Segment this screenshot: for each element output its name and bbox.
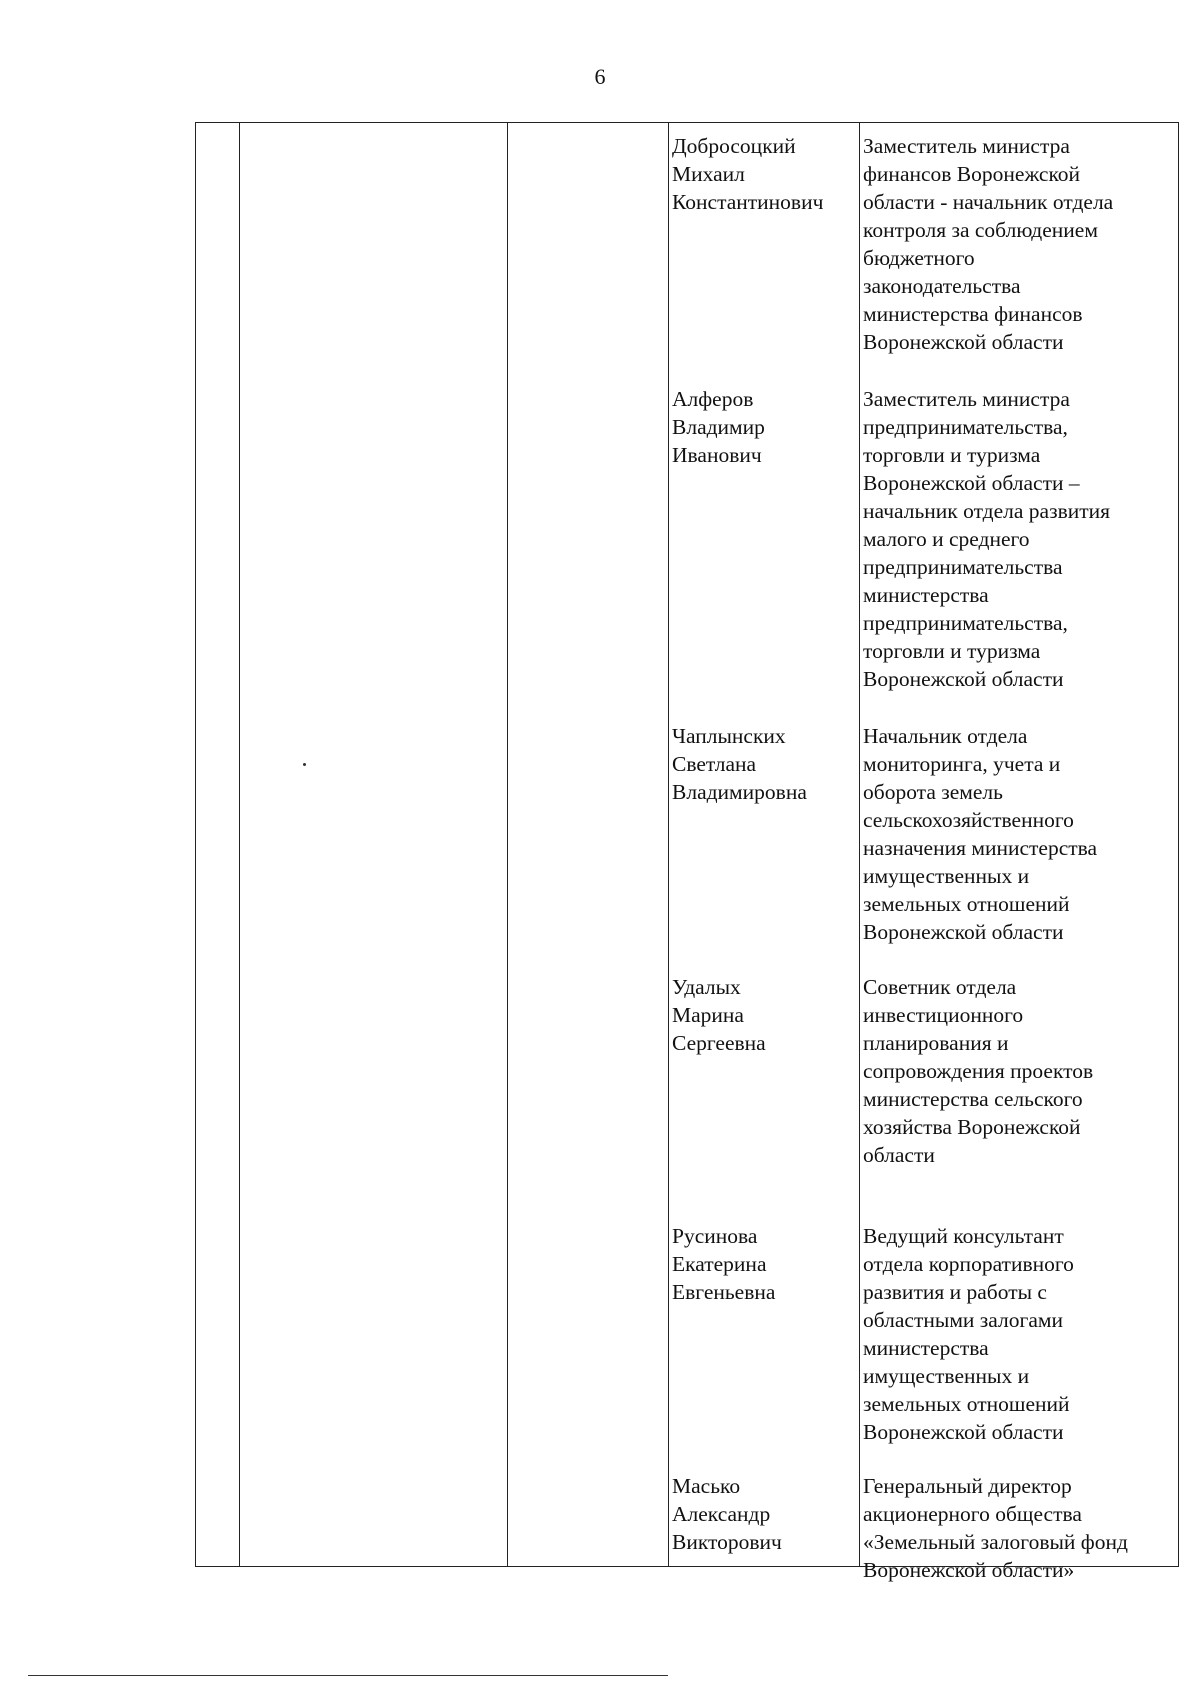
column-divider-2 [507,123,508,1566]
member-position: Заместитель министра финансов Воронежской области - начальник отдела контроля за соблюдением бюджетного законодательства министерства финансов Воронежской области [863,134,1114,354]
member-name: Алферов Владимир Иванович [672,387,765,467]
member-name: Удалых Марина Сергеевна [672,975,766,1055]
member-name: Добросоцкий Михаил Константинович [672,134,824,214]
page-number: 6 [594,64,606,89]
column-divider-1 [239,123,240,1566]
member-name: Масько Александр Викторович [672,1474,782,1554]
member-position: Генеральный директор акционерного общества «Земельный залоговый фонд Воронежской области» [863,1474,1128,1582]
column-divider-4 [859,123,860,1566]
column-divider-3 [668,123,669,1566]
member-position: Начальник отдела мониторинга, учета и оборота земель сельскохозяйственного назначения министерства имущественных и земельных отношений Воронежской области [863,724,1098,944]
member-position: Советник отдела инвестиционного планирования и сопровождения проектов министерства сельского хозяйства Воронежской области [863,975,1094,1167]
member-position: Ведущий консультант отдела корпоративного развития и работы с областными залогами министерства имущественных и земельных отношений Воронежской области [863,1224,1074,1444]
member-name: Чаплынских Светлана Владимировна [672,724,807,804]
members-table [195,122,1179,1582]
member-name: Русинова Екатерина Евгеньевна [672,1224,776,1304]
member-position: Заместитель министра предпринимательства, торговли и туризма Воронежской области – начальник отдела развития малого и среднего предпринимательства министерства предпринимательства, торговли и туризма Воронежской области [863,387,1111,691]
footer-rule [28,1675,668,1676]
scan-speck [303,763,306,766]
